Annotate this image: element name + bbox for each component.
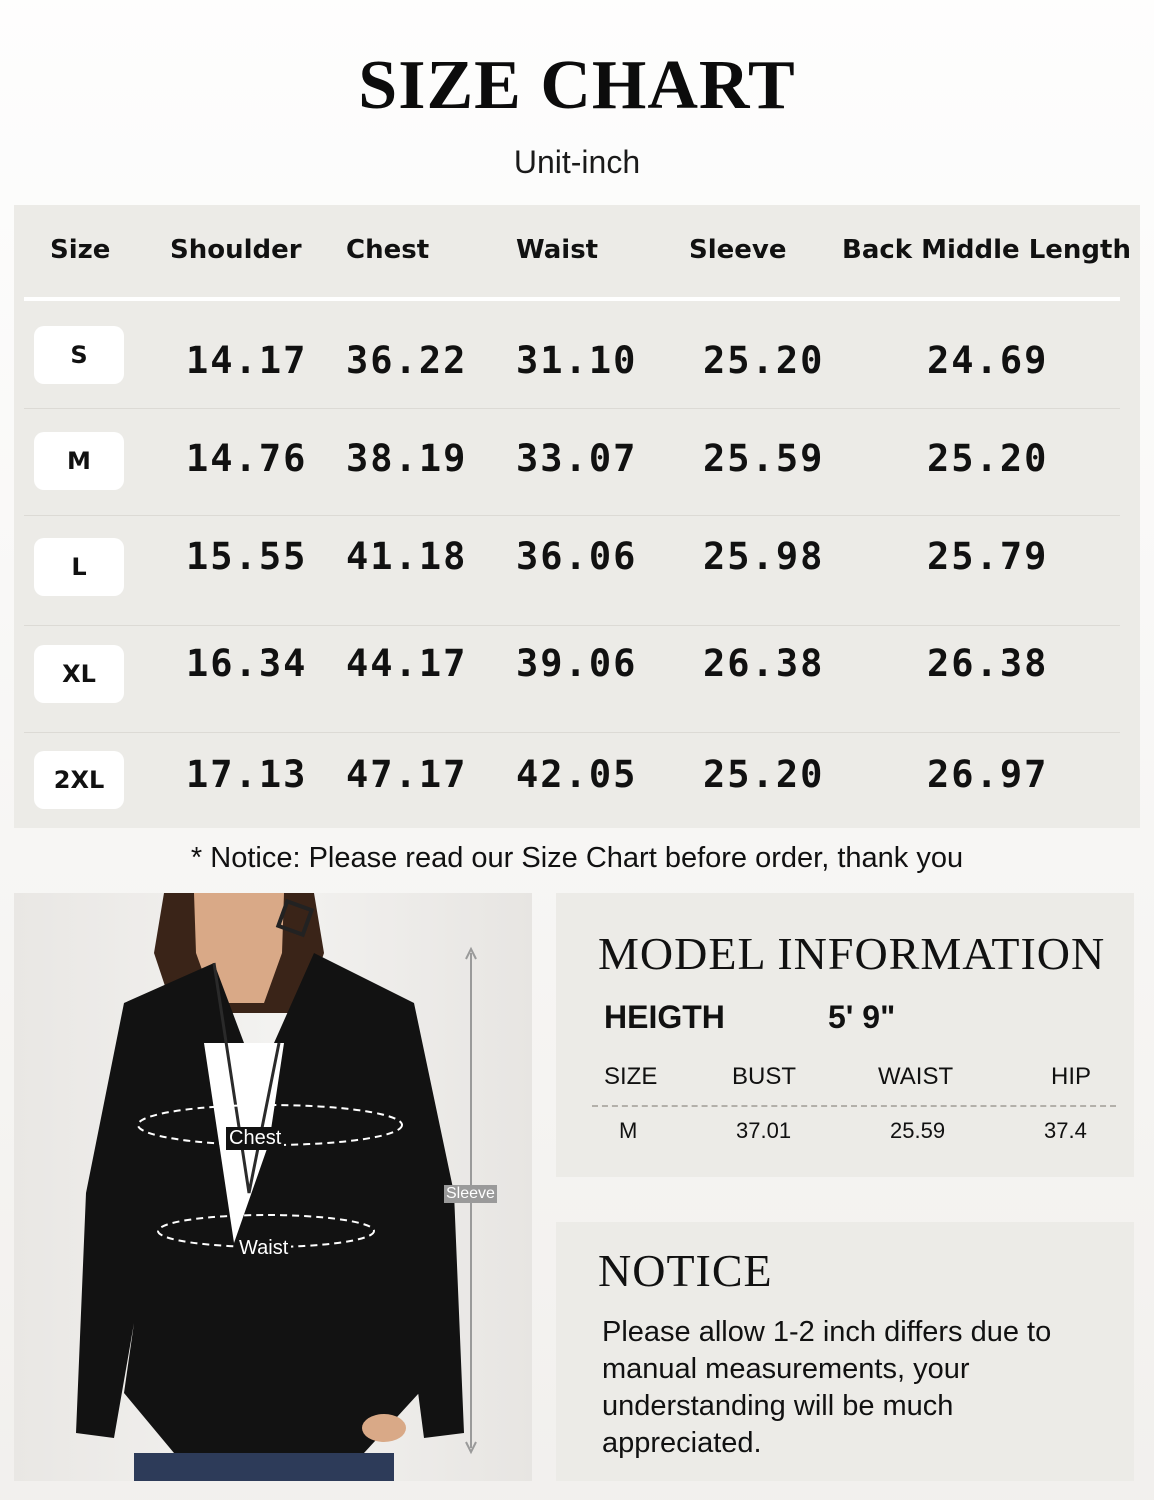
waist-value: 39.06: [516, 642, 638, 685]
waist-value: 36.06: [516, 535, 638, 578]
header-sleeve: Sleeve: [689, 235, 787, 265]
sleeve-measure-label: Sleeve: [446, 1185, 495, 1202]
sleeve-value: 25.98: [703, 535, 825, 578]
row-divider: [24, 515, 1120, 516]
model-header-bust: BUST: [732, 1063, 797, 1090]
notice-title: NOTICE: [598, 1245, 773, 1296]
model-information-panel: [556, 893, 1134, 1177]
sleeve-value: 26.38: [703, 642, 825, 685]
back-length-value: 24.69: [927, 339, 1049, 382]
header-divider: [24, 297, 1120, 301]
header-shoulder: Shoulder: [170, 235, 302, 265]
height-label: HEIGTH: [604, 999, 725, 1035]
notice-text: Please allow 1-2 inch differs due to manual measurements, your understanding will be much appreciated.: [602, 1316, 1052, 1459]
model-info-title: MODEL INFORMATION: [598, 928, 1106, 979]
header-size: Size: [50, 235, 111, 265]
page-title: SIZE CHART: [358, 47, 796, 124]
chest-value: 41.18: [346, 535, 468, 578]
model-size-value: M: [619, 1118, 638, 1143]
size-badge: 2XL: [34, 751, 124, 809]
shoulder-value: 14.76: [186, 437, 308, 480]
shoulder-value: 15.55: [186, 535, 308, 578]
size-badge: S: [34, 326, 124, 384]
model-divider: [592, 1105, 1116, 1107]
sleeve-value: 25.20: [703, 339, 825, 382]
order-notice: * Notice: Please read our Size Chart before order, thank you: [190, 842, 964, 874]
back-length-value: 26.97: [927, 753, 1049, 796]
height-value: 5' 9": [828, 999, 896, 1035]
row-divider: [24, 408, 1120, 409]
model-hip-value: 37.4: [1044, 1118, 1087, 1143]
shoulder-value: 14.17: [186, 339, 308, 382]
header-waist: Waist: [516, 235, 599, 265]
waist-value: 31.10: [516, 339, 638, 382]
waist-measure-label: Waist: [236, 1237, 291, 1260]
chest-measure-label: Chest: [226, 1127, 284, 1150]
back-length-value: 25.20: [927, 437, 1049, 480]
chest-value: 47.17: [346, 753, 468, 796]
chest-value: 38.19: [346, 437, 468, 480]
sleeve-value: 25.59: [703, 437, 825, 480]
waist-value: 42.05: [516, 753, 638, 796]
shoulder-value: 16.34: [186, 642, 308, 685]
size-badge: L: [34, 538, 124, 596]
model-photo: [14, 893, 532, 1481]
back-length-value: 25.79: [927, 535, 1049, 578]
header-back-middle-length: Back Middle Length: [842, 235, 1131, 265]
model-header-hip: HIP: [1051, 1063, 1092, 1090]
model-bust-value: 37.01: [736, 1118, 792, 1143]
size-badge: M: [34, 432, 124, 490]
model-header-waist: WAIST: [878, 1063, 954, 1090]
size-badge: XL: [34, 645, 124, 703]
header-chest: Chest: [346, 235, 430, 265]
chest-value: 44.17: [346, 642, 468, 685]
sleeve-value: 25.20: [703, 753, 825, 796]
unit-label: Unit-inch: [513, 144, 641, 180]
row-divider: [24, 732, 1120, 733]
model-header-size: SIZE: [604, 1063, 658, 1090]
row-divider: [24, 625, 1120, 626]
shoulder-value: 17.13: [186, 753, 308, 796]
waist-value: 33.07: [516, 437, 638, 480]
model-waist-value: 25.59: [890, 1118, 946, 1143]
back-length-value: 26.38: [927, 642, 1049, 685]
notice-panel: [556, 1222, 1134, 1481]
size-table: [14, 205, 1140, 828]
chest-value: 36.22: [346, 339, 468, 382]
